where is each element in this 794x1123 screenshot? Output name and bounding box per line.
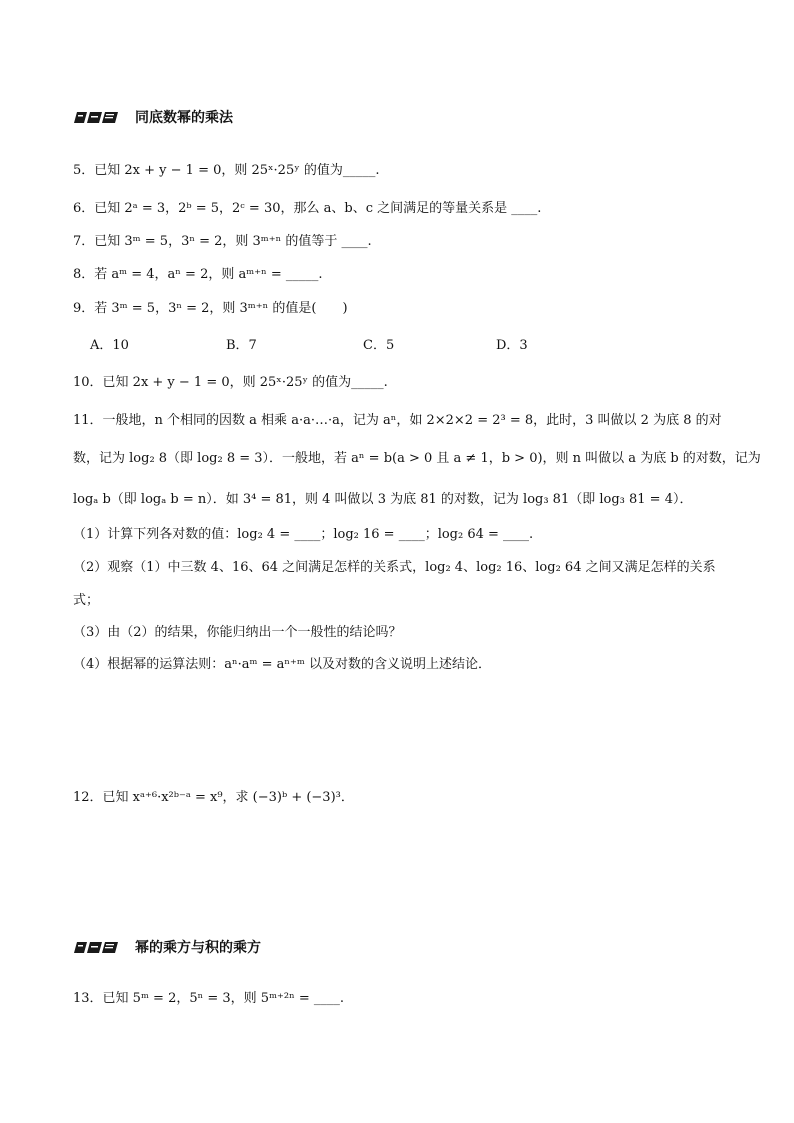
problem-9: 9．若 3ᵐ = 5，3ⁿ = 2，则 3ᵐ⁺ⁿ 的值是( )	[73, 301, 348, 316]
problem-11-line-3: logₐ b（即 logₐ b = n）．如 3⁴ = 81，则 4 叫做以 3 为底 81 的对数，记为 log₃ 81（即 log₃ 81 = 4）．	[73, 492, 693, 507]
topic-tag-icon	[73, 110, 119, 124]
problem-13: 13．已知 5ᵐ = 2，5ⁿ = 3，则 5ᵐ⁺²ⁿ = ____.	[73, 991, 345, 1006]
problem-7: 7．已知 3ᵐ = 5，3ⁿ = 2，则 3ᵐ⁺ⁿ 的值等于 ____.	[73, 234, 372, 249]
problem-10: 10．已知 2x + y − 1 = 0，则 25ˣ·25ʸ 的值为_____.	[73, 375, 388, 390]
problem-11-question-4: （4）根据幂的运算法则：aⁿ·aᵐ = aⁿ⁺ᵐ 以及对数的含义说明上述结论．	[73, 657, 491, 672]
problem-11-question-3: （3）由（2）的结果，你能归纳出一个一般性的结论吗？	[73, 625, 402, 640]
option-b: B．7	[226, 338, 257, 353]
problem-5: 5．已知 2x + y − 1 = 0，则 25ˣ·25ʸ 的值为_____.	[73, 163, 380, 178]
problem-6: 6．已知 2ᵃ = 3，2ᵇ = 5，2ᶜ = 30，那么 a、b、c 之间满足的等量关系是 ____.	[73, 201, 542, 216]
section-title: 同底数幂的乘法	[135, 110, 233, 126]
problem-8: 8．若 aᵐ = 4，aⁿ = 2，则 aᵐ⁺ⁿ = _____.	[73, 267, 323, 282]
section-title: 幂的乘方与积的乘方	[135, 940, 261, 956]
problem-12: 12．已知 xᵃ⁺⁶·x²ᵇ⁻ᵃ = x⁹，求 (−3)ᵇ + (−3)³．	[73, 790, 354, 805]
problem-11-question-2-line-1: （2）观察（1）中三数 4、16、64 之间满足怎样的关系式，log₂ 4、log₂ 16、log₂ 64 之间又满足怎样的关系	[73, 560, 716, 575]
topic-tag-icon	[73, 940, 119, 954]
section-header	[73, 107, 233, 127]
problem-11-question-2-line-2: 式；	[73, 593, 100, 608]
problem-11-question-1: （1）计算下列各对数的值：log₂ 4 = ____；log₂ 16 = ____；log₂ 64 = ____.	[73, 527, 534, 542]
option-c: C．5	[363, 338, 395, 353]
option-a: A．10	[90, 338, 129, 353]
problem-11-line-2: 数，记为 log₂ 8（即 log₂ 8 = 3）．一般地，若 aⁿ = b(a > 0 且 a ≠ 1，b > 0)，则 n 叫做以 a 为底 b 的对数，记为	[73, 451, 761, 466]
section-header	[73, 937, 261, 957]
problem-11-line-1: 11．一般地，n 个相同的因数 a 相乘 a·a·…·a，记为 aⁿ，如 2×2×2 = 2³ = 8，此时，3 叫做以 2 为底 8 的对	[73, 413, 722, 428]
option-d: D．3	[496, 338, 528, 353]
